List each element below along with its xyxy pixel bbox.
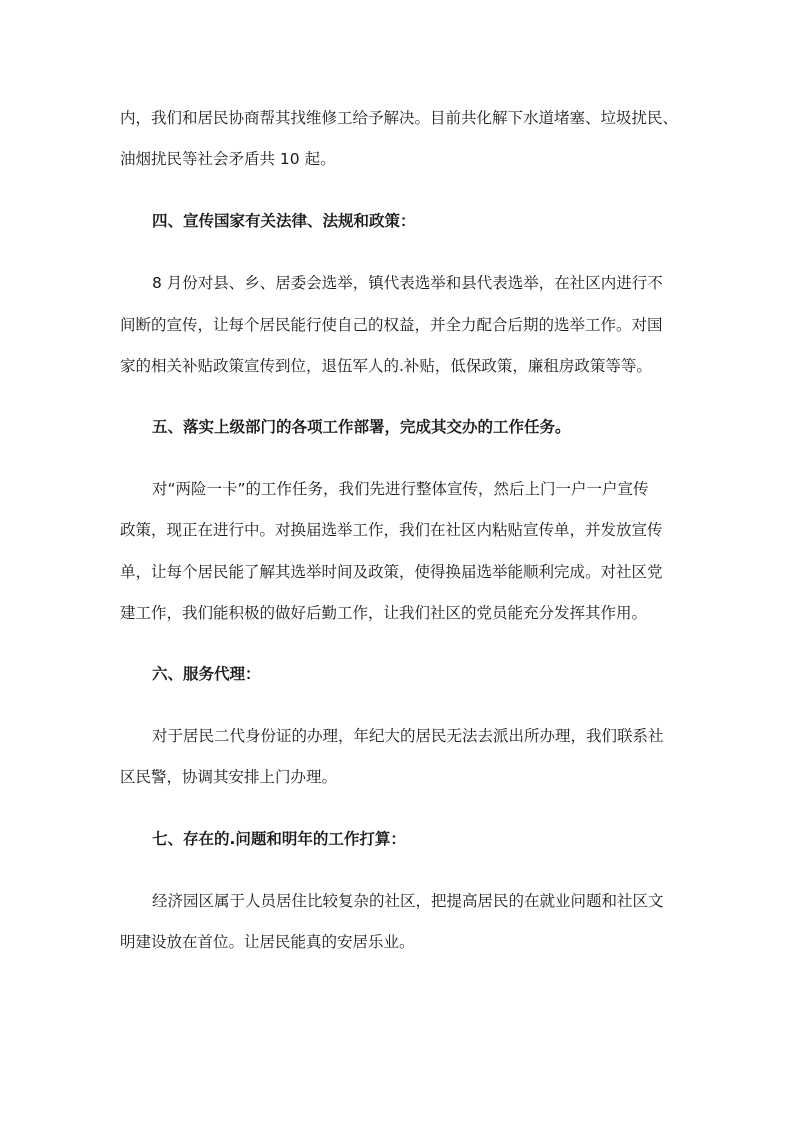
paragraph-line: 8 月份对县、乡、居委会选举，镇代表选举和县代表选举，在社区内进行不: [152, 274, 663, 292]
paragraph-line: 区民警，协调其安排上门办理。: [120, 768, 338, 786]
paragraph-line: 政策，现正在进行中。对换届选举工作，我们在社区内粘贴宣传单，并发放宣传: [120, 521, 663, 539]
paragraph-line: 内，我们和居民协商帮其找维修工给予解决。目前共化解下水道堵塞、垃圾扰民、: [120, 109, 679, 127]
paragraph-line: 间断的宣传，让每个居民能行使自己的权益，并全力配合后期的选举工作。对国: [120, 316, 663, 334]
paragraph-line: 单，让每个居民能了解其选举时间及政策，使得换届选举能顺利完成。对社区党: [120, 563, 663, 581]
paragraph-line: 建工作，我们能积极的做好后勤工作，让我们社区的党员能充分发挥其作用。: [120, 604, 648, 622]
paragraph-line: 对“两险一卡”的工作任务，我们先进行整体宣传，然后上门一户一户宣传: [152, 480, 649, 498]
paragraph-line: 油烟扰民等社会矛盾共 10 起。: [120, 150, 336, 168]
paragraph-line: 对于居民二代身份证的办理，年纪大的居民无法去派出所办理，我们联系社: [152, 727, 664, 745]
paragraph-line: 家的相关补贴政策宣传到位，退伍军人的.补贴，低保政策，廉租房政策等等。: [120, 357, 652, 375]
paragraph-line: 经济园区属于人员居住比较复杂的社区，把提高居民的在就业问题和社区文: [152, 892, 664, 910]
section-heading-6: 六、服务代理：: [152, 665, 261, 683]
section-heading-7: 七、存在的.问题和明年的工作打算：: [152, 830, 406, 848]
paragraph-line: 明建设放在首位。让居民能真的安居乐业。: [120, 933, 415, 951]
section-heading-4: 四、宣传国家有关法律、法规和政策：: [152, 212, 416, 230]
section-heading-5: 五、落实上级部门的各项工作部署，完成其交办的工作任务。: [152, 418, 571, 436]
